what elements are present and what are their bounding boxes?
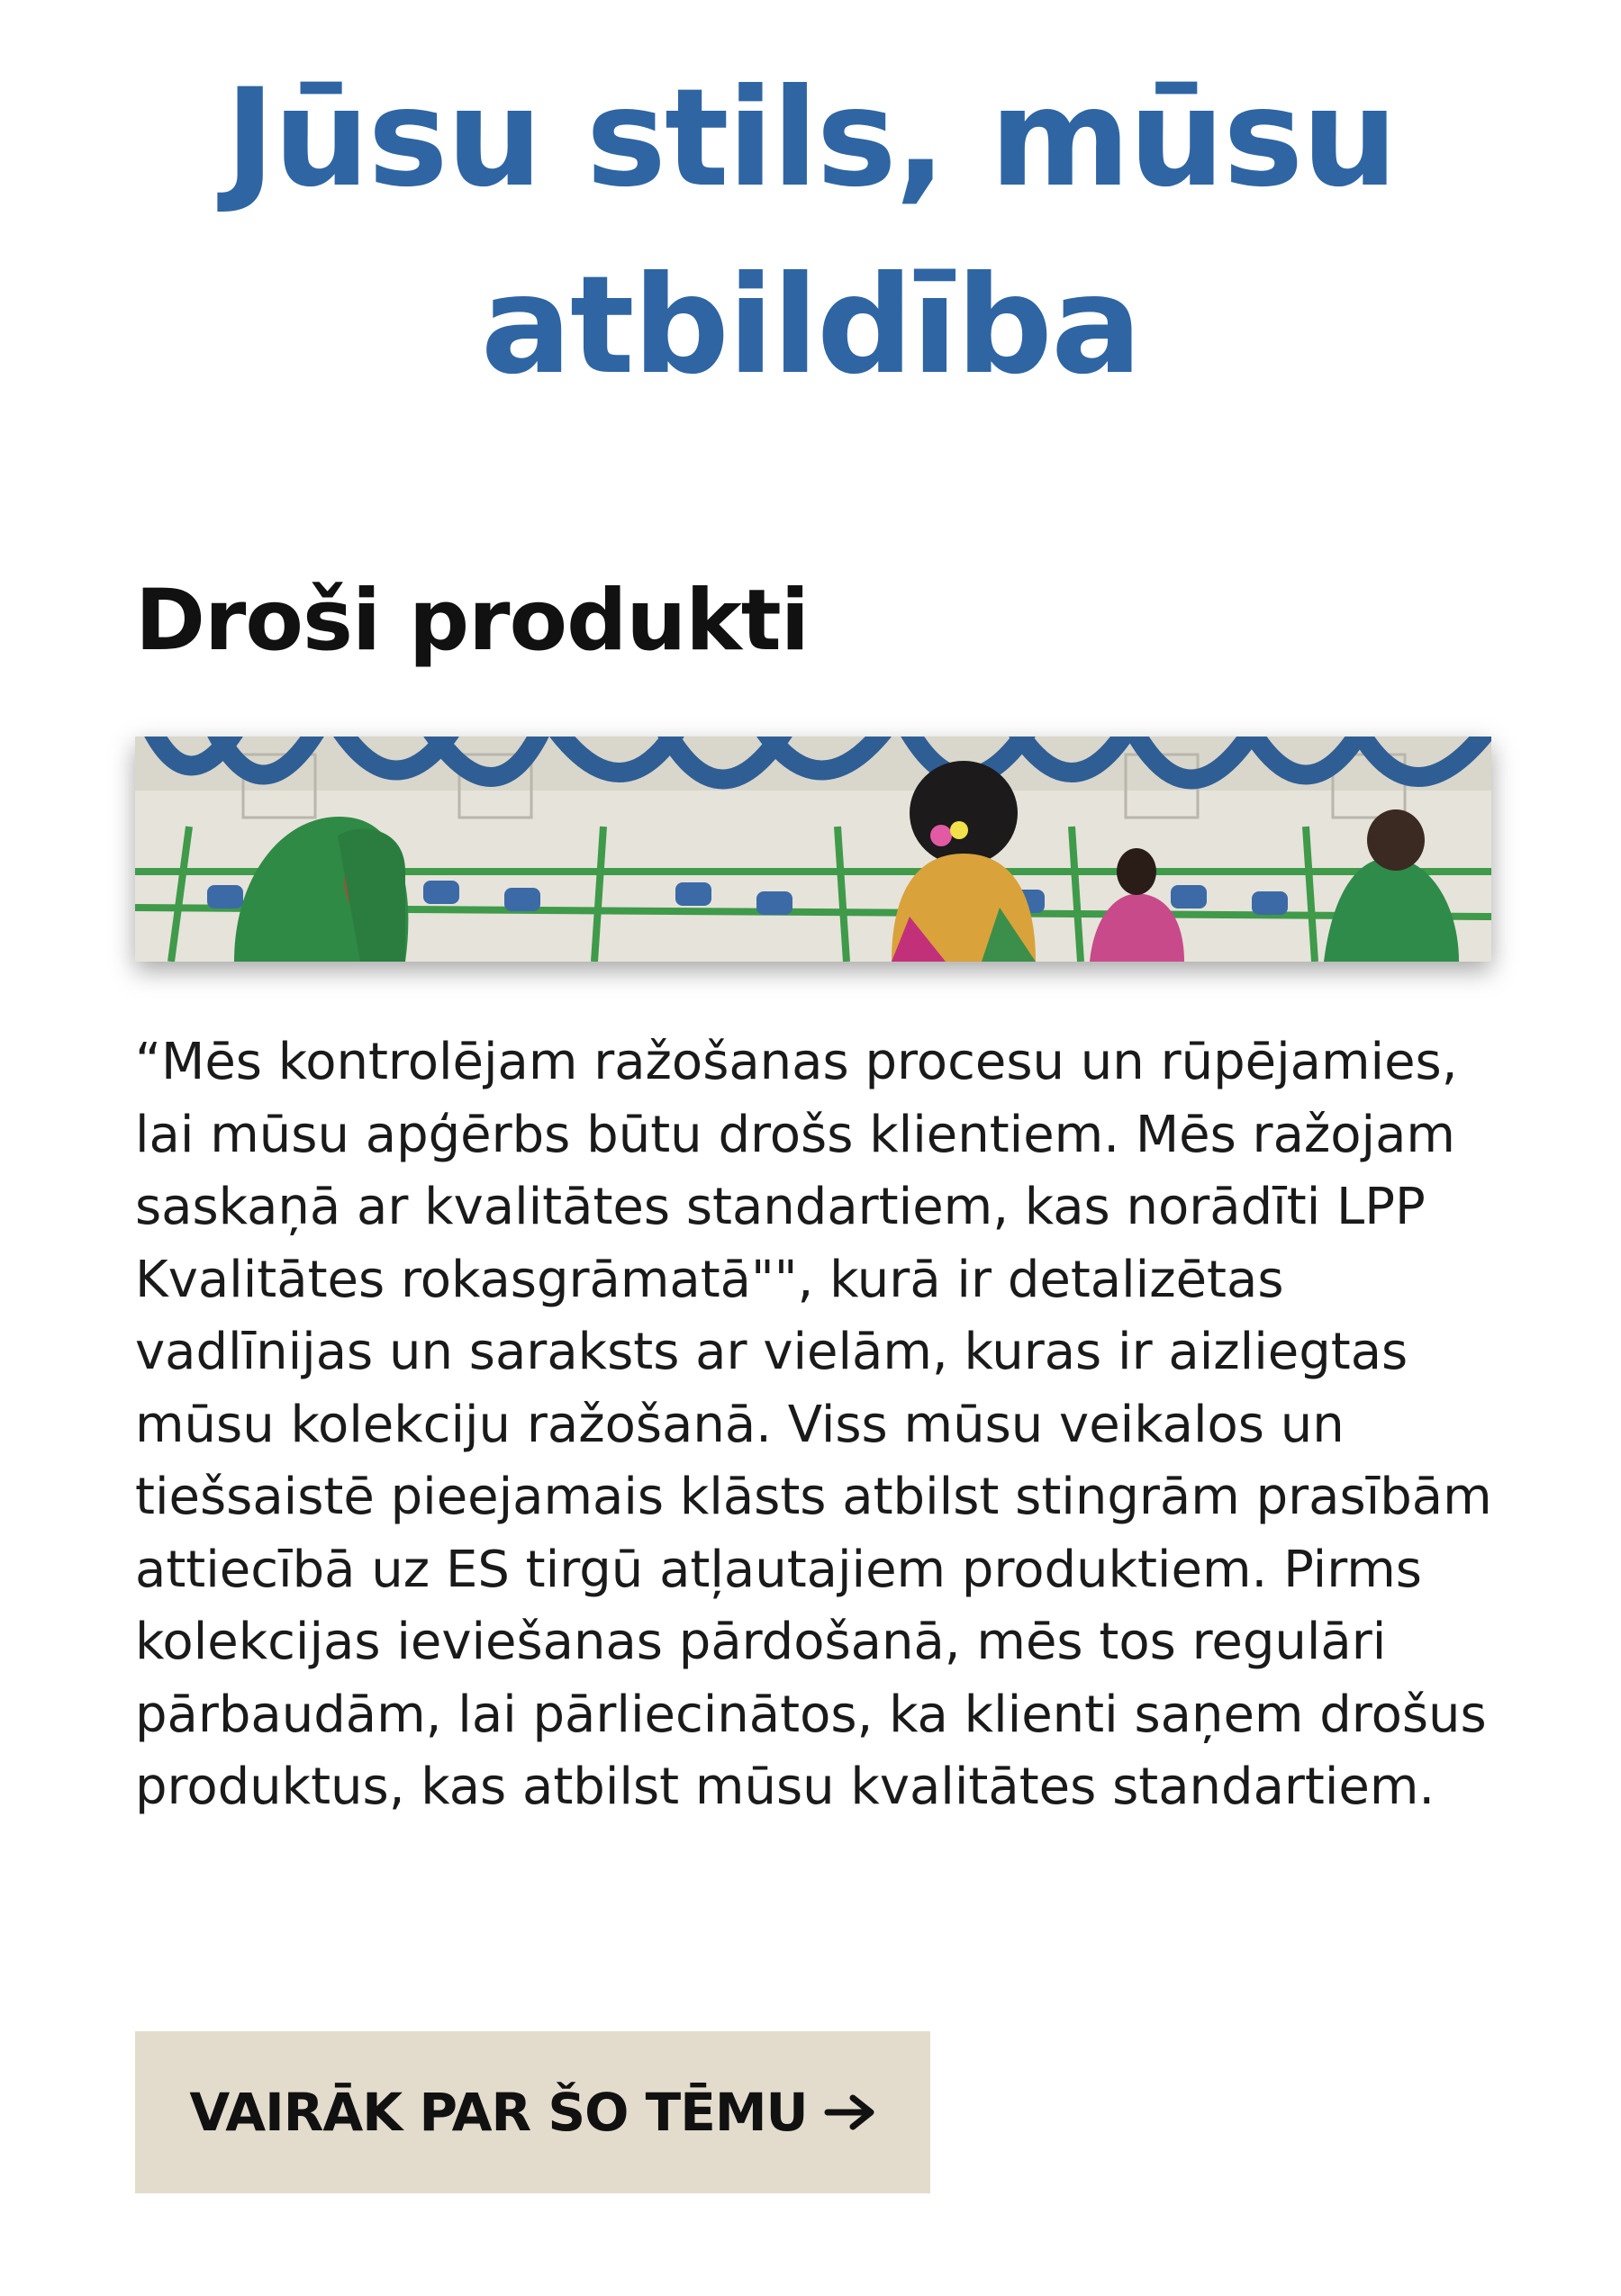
factory-photo — [135, 737, 1491, 962]
section-heading: Droši produkti — [135, 572, 809, 670]
arrow-right-icon — [824, 2093, 876, 2132]
factory-photo-illustration — [135, 737, 1491, 962]
section-body-text: “Mēs kontrolējam ražošanas procesu un rūpējamies, lai mūsu apģērbs būtu drošs klientiem. Mēs ražojam saskaņā ar kvalitātes standartiem, kas norādīti LPP Kvalitātes rokasgrāmatā"", kurā ir detalizētas vadlīnijas un saraksts ar vielām, kuras ir aizliegtas mūsu kolekciju ražošanā. Viss mūsu veikalos un tiešsaistē pieejamais klāsts atbilst stingrām prasībām attiecībā uz ES tirgū atļautajiem produktiem. Pirms kolekcijas ieviešanas pārdošanā, mēs tos regulāri pārbaudām, lai pārliecinātos, ka klienti saņem drošus produktus, kas atbilst mūsu kvalitātes standartiem. — [135, 1033, 1492, 1816]
read-more-button[interactable] — [135, 2031, 930, 2193]
page-title: Jūsu stils, mūsu atbildība — [224, 60, 1397, 404]
read-more-label: VAIRĀK PAR ŠO TĒMU — [189, 2082, 808, 2143]
